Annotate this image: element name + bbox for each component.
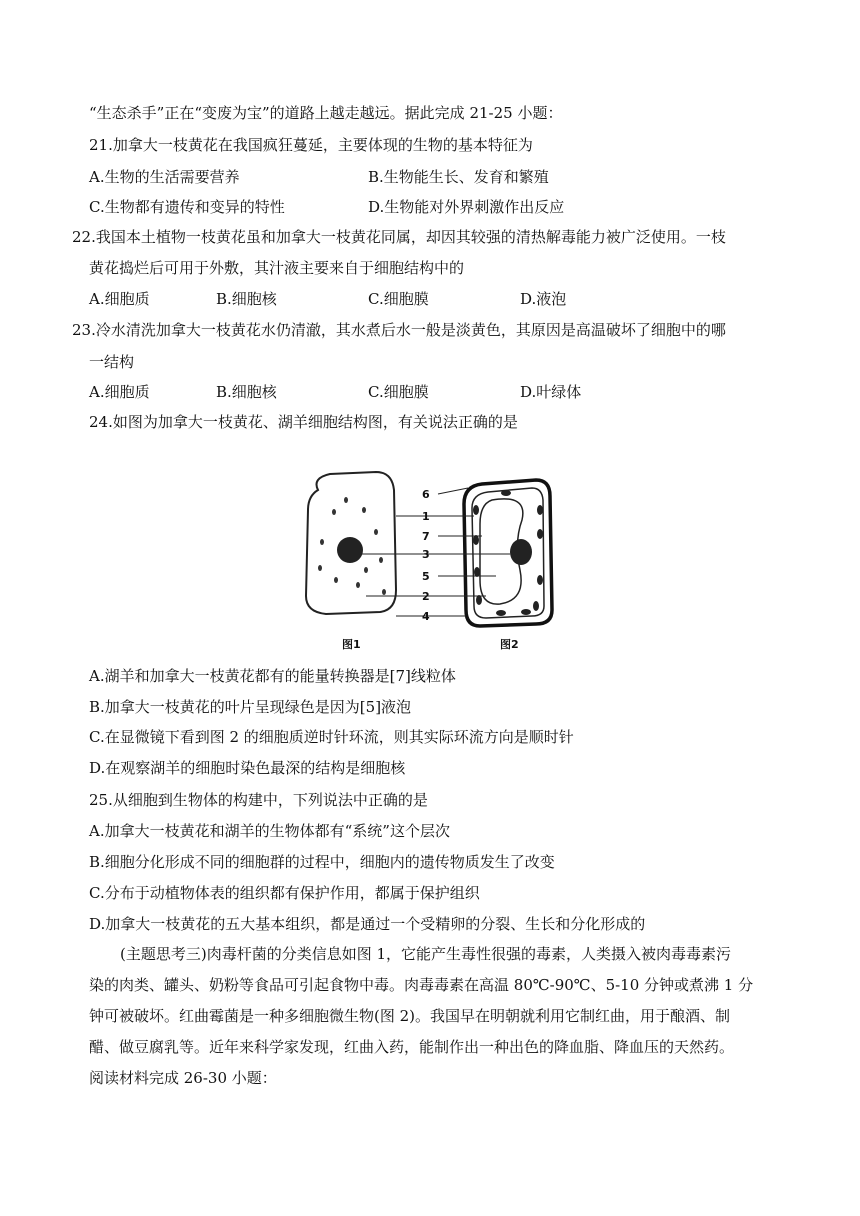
label-3: 3	[422, 548, 430, 561]
q23-option-c: C.细胞膜	[368, 383, 429, 401]
figure-1-caption: 图1	[342, 638, 361, 651]
q21-option-c: C.生物都有遗传和变异的特性	[89, 198, 285, 216]
theme3-line1: (主题思考三)肉毒杆菌的分类信息如图 1，它能产生毒性很强的毒素，人类摄入被肉毒毒素污	[120, 945, 732, 963]
q23-option-d: D.叶绿体	[520, 383, 582, 401]
q22-option-d: D.液泡	[520, 290, 567, 308]
theme3-line5: 阅读材料完成 26-30 小题：	[89, 1069, 277, 1087]
q24-option-a: A.湖羊和加拿大一枝黄花都有的能量转换器是[7]线粒体	[89, 667, 456, 685]
label-1: 1	[422, 510, 430, 523]
animal-cell	[306, 472, 396, 614]
q21-stem: 21.加拿大一枝黄花在我国疯狂蔓延，主要体现的生物的基本特征为	[89, 136, 533, 154]
q22-stem-line1: 22.我国本土植物一枝黄花虽和加拿大一枝黄花同属，却因其较强的清热解毒能力被广泛使用。一枝	[72, 228, 726, 246]
q22-option-b: B.细胞核	[216, 290, 277, 308]
q25-option-a: A.加拿大一枝黄花和湖羊的生物体都有“系统”这个层次	[89, 822, 450, 840]
q25-option-c: C.分布于动植物体表的组织都有保护作用，都属于保护组织	[89, 884, 480, 902]
q24-stem: 24.如图为加拿大一枝黄花、湖羊细胞结构图，有关说法正确的是	[89, 413, 518, 431]
theme3-line3: 钟可被破坏。红曲霉菌是一种多细胞微生物(图 2)。我国早在明朝就利用它制红曲，用于酿酒、制	[89, 1007, 731, 1025]
q21-option-d: D.生物能对外界刺激作出反应	[368, 198, 565, 216]
q22-stem-line2: 黄花捣烂后可用于外敷，其汁液主要来自于细胞结构中的	[89, 259, 465, 277]
q23-stem-line1: 23.冷水清洗加拿大一枝黄花水仍清澈，其水煮后水一般是淡黄色，其原因是高温破坏了细胞中的哪	[72, 321, 726, 339]
q24-option-b: B.加拿大一枝黄花的叶片呈现绿色是因为[5]液泡	[89, 698, 412, 716]
q25-option-b: B.细胞分化形成不同的细胞群的过程中，细胞内的遗传物质发生了改变	[89, 853, 555, 871]
q22-option-c: C.细胞膜	[368, 290, 429, 308]
plant-nucleus	[510, 539, 532, 565]
cell-structure-figure	[296, 460, 576, 660]
animal-nucleus	[337, 537, 363, 563]
label-7: 7	[422, 530, 430, 543]
q22-option-a: A.细胞质	[89, 290, 150, 308]
q21-option-a: A.生物的生活需要营养	[89, 168, 240, 186]
theme3-line2: 染的肉类、罐头、奶粉等食品可引起食物中毒。肉毒毒素在高温 80℃-90℃、5-10 分钟或煮沸 1 分	[89, 976, 754, 994]
q25-option-d: D.加拿大一枝黄花的五大基本组织，都是通过一个受精卵的分裂、生长和分化形成的	[89, 915, 646, 933]
intro-line: “生态杀手”正在“变废为宝”的道路上越走越远。据此完成 21-25 小题：	[89, 104, 563, 122]
q25-stem: 25.从细胞到生物体的构建中，下列说法中正确的是	[89, 791, 428, 809]
label-5: 5	[422, 570, 430, 583]
label-6: 6	[422, 488, 430, 501]
plant-cell	[464, 480, 552, 626]
q24-option-d: D.在观察湖羊的细胞时染色最深的结构是细胞核	[89, 759, 406, 777]
label-2: 2	[422, 590, 430, 603]
q21-option-b: B.生物能生长、发育和繁殖	[368, 168, 549, 186]
q23-stem-line2: 一结构	[89, 353, 135, 371]
theme3-line4: 醋、做豆腐乳等。近年来科学家发现，红曲入药，能制作出一种出色的降血脂、降血压的天然药。	[89, 1038, 735, 1056]
figure-2-caption: 图2	[500, 638, 519, 651]
q23-option-a: A.细胞质	[89, 383, 150, 401]
q23-option-b: B.细胞核	[216, 383, 277, 401]
label-4: 4	[422, 610, 430, 623]
q24-option-c: C.在显微镜下看到图 2 的细胞质逆时针环流，则其实际环流方向是顺时针	[89, 728, 574, 746]
